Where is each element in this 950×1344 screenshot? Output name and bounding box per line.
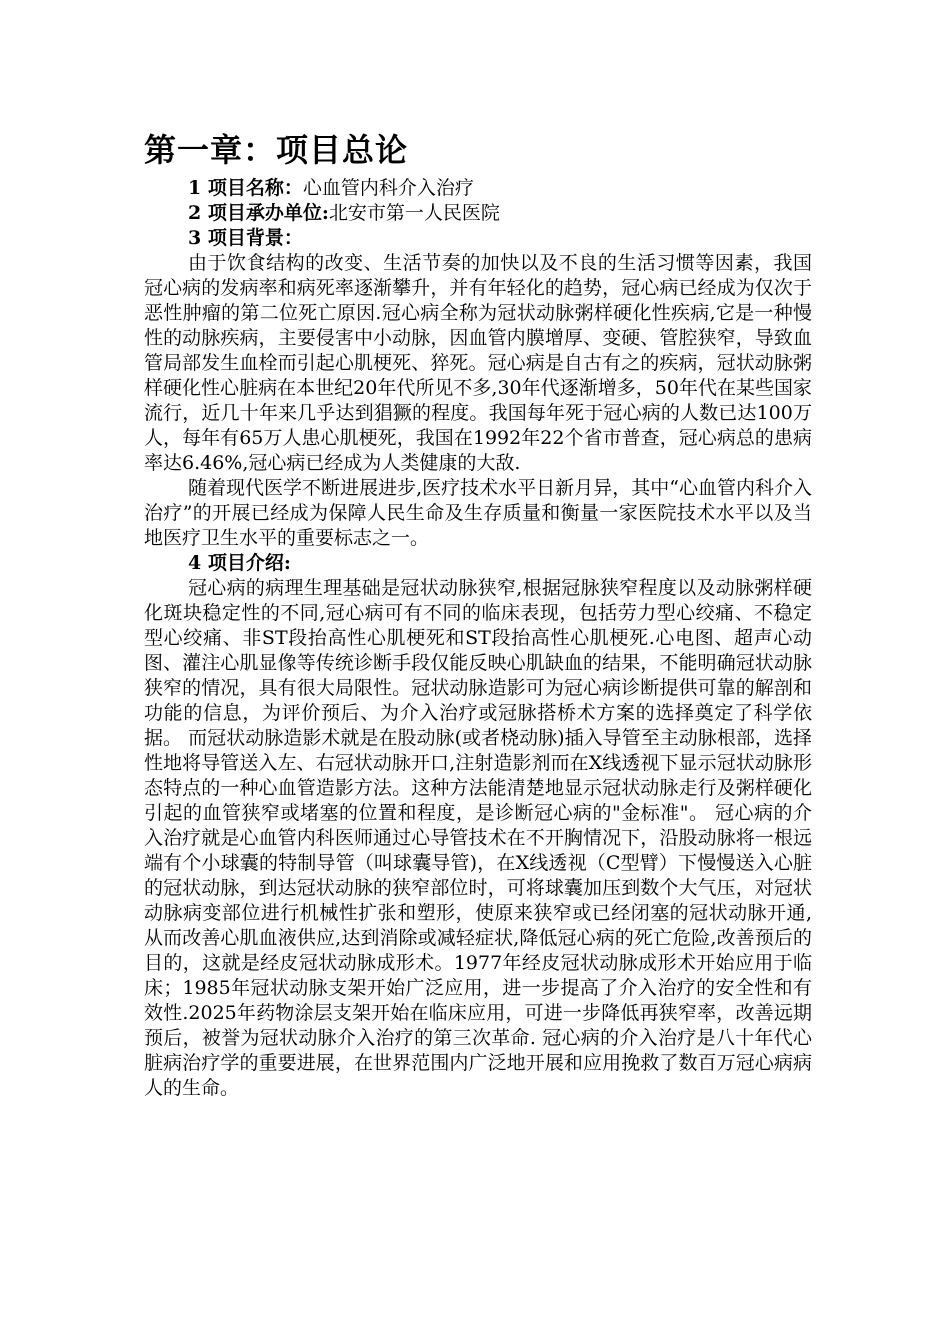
item-label: 2 项目承办单位:: [188, 202, 329, 224]
background-paragraph-2: 随着现代医学不断进展进步,医疗技术水平日新月异，其中“心血管内科介入治疗”的开展已经成为保障人民生命及生存质量和衡量一家医院技术水平以及当地医疗卫生水平的重要标志之一。: [144, 477, 812, 549]
item-background: [144, 226, 812, 251]
introduction-paragraph: 冠心病的病理生理基础是冠状动脉狭窄,根据冠脉狭窄程度以及动脉粥样硬化斑块稳定性的不同,冠心病可有不同的临床表现，包括劳力型心绞痛、不稳定型心绞痛、非ST段抬高性心肌梗死和ST段抬高性心肌梗死.心电图、超声心动图、灌注心肌显像等传统诊断手段仅能反映心肌缺血的结果，不能明确冠状动脉狭窄的情况，具有很大局限性。冠状动脉造影可为冠心病诊断提供可靠的解剖和功能的信息，为评价预后、为介入治疗或冠脉搭桥术方案的选择奠定了科学依据。 而冠状动脉造影术就是在股动脉(或者桡动脉)插入导管至主动脉根部，选择性地将导管送入左、右冠状动脉开口,注射造影剂而在X线透视下显示冠状动脉形态特点的一种心血管造影方法。这种方法能清楚地显示冠状动脉走行及粥样硬化引起的血管狭窄或堵塞的位置和程度，是诊断冠心病的"金标准"。 冠心病的介入治疗就是心血管内科医师通过心导管技术在不开胸情况下，沿股动脉将一根远端有个小球囊的特制导管（叫球囊导管)，在X线透视（C型臂）下慢慢送入心脏的冠状动脉，到达冠状动脉的狭窄部位时，可将球囊加压到数个大气压，对冠状动脉病变部位进行机械性扩张和塑形，使原来狭窄或已经闭塞的冠状动脉开通,从而改善心肌血液供应,达到消除或减轻症状,降低冠心病的死亡危险,改善预后的目的，这就是经皮冠状动脉成形术。1977年经皮冠状动脉成形术开始应用于临床；1985年冠状动脉支架开始广泛应用，进一步提高了介入治疗的安全性和有效性.2025年药物涂层支架开始在临床应用，可进一步降低再狭窄率，改善远期预后，被誉为冠状动脉介入治疗的第三次革命. 冠心病的介入治疗是八十年代心脏病治疗学的重要进展，在世界范围内广泛地开展和应用挽救了数百万冠心病病人的生命。: [144, 577, 812, 1099]
item-value: 心血管内科介入治疗: [302, 177, 474, 199]
item-value: 北安市第一人民医院: [328, 202, 500, 224]
item-project-name: [144, 176, 812, 201]
item-label: 1 项目名称：: [188, 177, 303, 199]
chapter-title: 第一章：项目总论: [144, 131, 409, 169]
item-label: 4 项目介绍:: [188, 552, 291, 574]
background-paragraph-1: 由于饮食结构的改变、生活节奏的加快以及不良的生活习惯等因素，我国冠心病的发病率和病死率逐渐攀升，并有年轻化的趋势，冠心病已经成为仅次于恶性肿瘤的第二位死亡原因.冠心病全称为冠状动脉粥样硬化性疾病,它是一种慢性的动脉疾病，主要侵害中小动脉，因血管内膜增厚、变硬、管腔狭窄，导致血管局部发生血栓而引起心肌梗死、猝死。冠心病是自古有之的疾病，冠状动脉粥样硬化性心脏病在本世纪20年代所见不多,30年代逐渐增多，50年代在某些国家流行，近几十年来几乎达到猖獗的程度。我国每年死于冠心病的人数已达100万人，每年有65万人患心肌梗死，我国在1992年22个省市普查，冠心病总的患病率达6.46%,冠心病已经成为人类健康的大敌.: [144, 252, 812, 474]
item-label: 3 项目背景：: [188, 227, 303, 249]
document-page: [144, 126, 812, 1101]
item-introduction: [144, 551, 812, 576]
item-host-unit: [144, 201, 812, 226]
